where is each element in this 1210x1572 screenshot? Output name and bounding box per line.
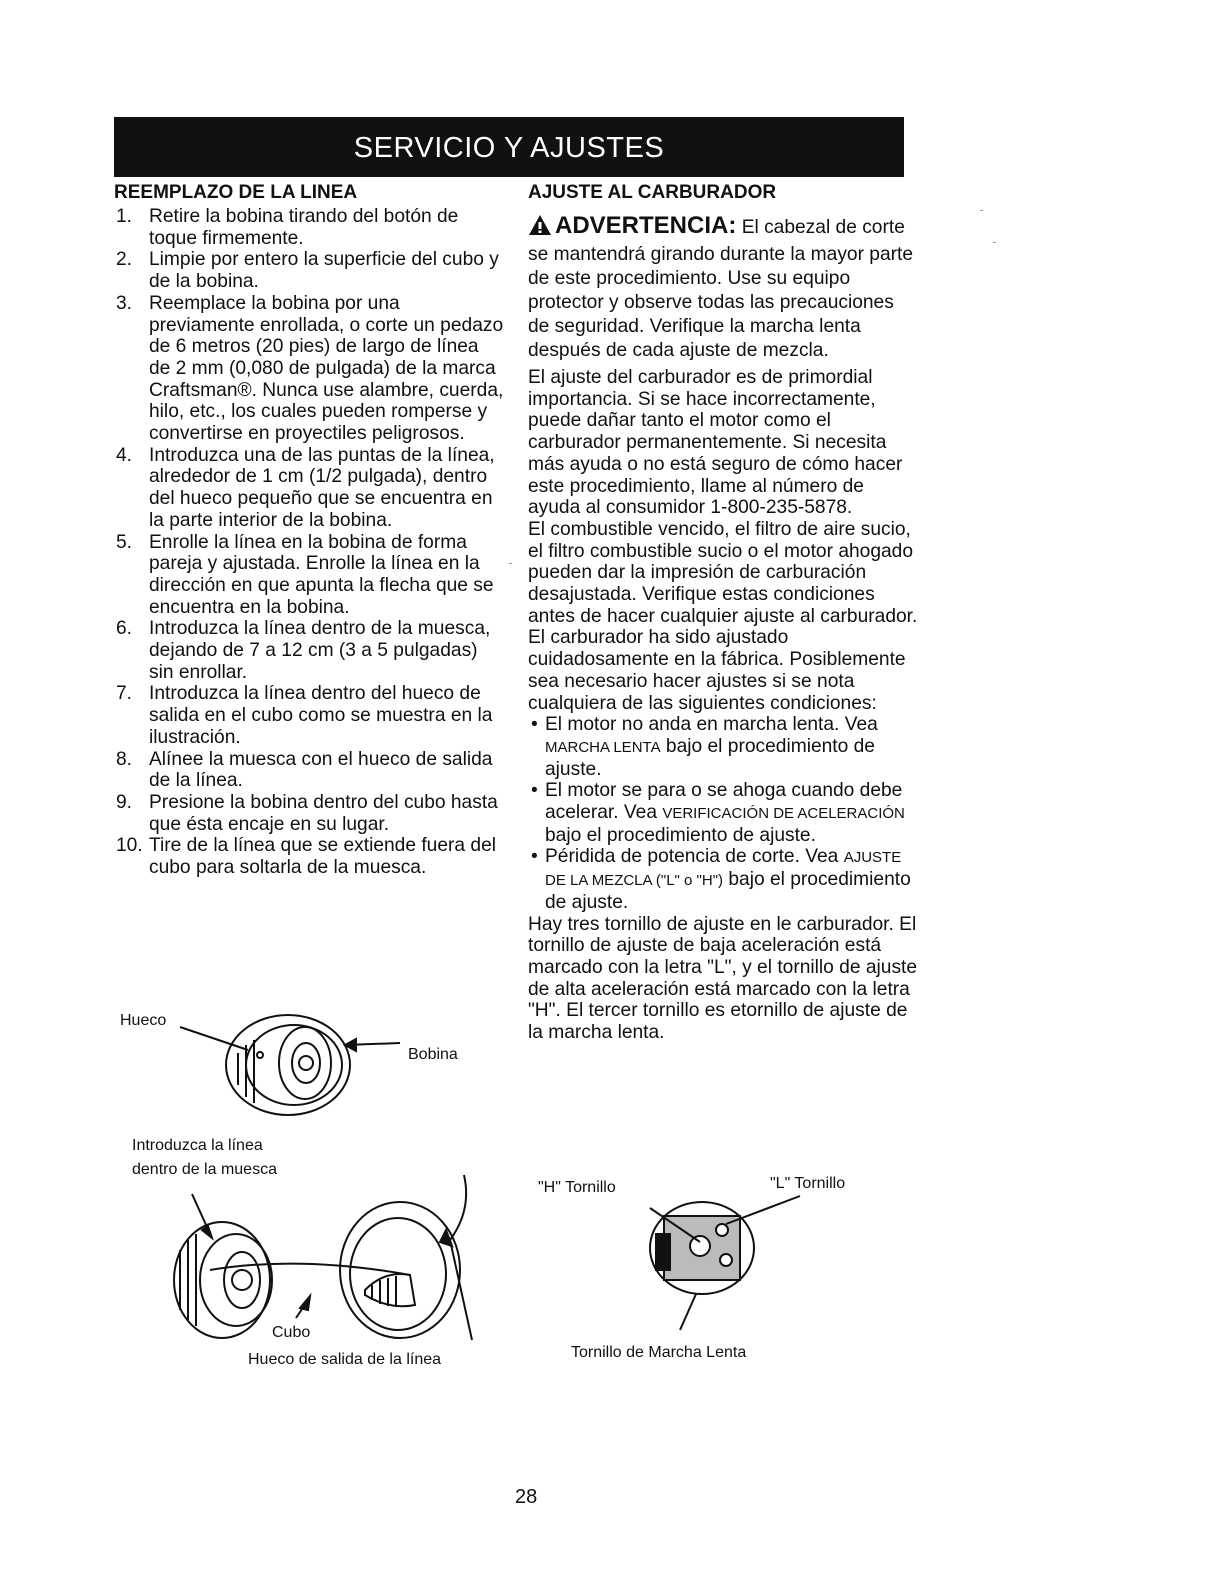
step-text: Enrolle la línea en la bobina de forma pareja y ajustada. Enrolle la línea en la dirección en que apunta la flecha que se encuentra en la bobina. xyxy=(149,531,494,618)
line-replacement-heading: REEMPLAZO DE LA LINEA xyxy=(114,182,358,203)
step-number: 2. xyxy=(116,249,133,271)
l-screw-label: "L" Tornillo xyxy=(770,1175,846,1192)
adjustment-screws-paragraph: Hay tres tornillo de ajuste en le carburador. El tornillo de ajuste de baja aceleración está marcado con la letra "L", y el tornillo de ajuste de alta aceleración está marcado con la letra "H". El tercer tornillo es etornillo de ajuste de la marcha lenta. xyxy=(528,913,918,1044)
warning-label: ADVERTENCIA: xyxy=(555,212,737,239)
step-item xyxy=(114,683,504,748)
hub-spool-illustration xyxy=(150,1170,490,1355)
left-column xyxy=(114,182,504,879)
step-number: 9. xyxy=(116,791,133,813)
cross-reference: MARCHA LENTA xyxy=(545,738,661,756)
step-text: Introduzca una de las puntas de la línea, alrededor de 1 cm (1/2 pulgada), dentro del hueco pequeño que se encuentra en la parte interior de la bobina. xyxy=(149,444,495,531)
h-screw-label: "H" Tornillo xyxy=(538,1179,616,1196)
condition-item: • El motor se para o se ahoga cuando debe acelerar. Vea VERIFICACIÓN DE ACELERACIÓN bajo el procedimiento de ajuste. xyxy=(531,780,905,846)
conditions-list xyxy=(528,714,920,913)
condition-item: • Péridida de potencia de corte. Vea AJUSTE DE LA MEZCLA ("L" o "H") bajo el procedimiento de ajuste. xyxy=(531,846,911,913)
step-item xyxy=(114,749,504,792)
idle-screw-label: Tornillo de Marcha Lenta xyxy=(571,1344,747,1361)
hueco-label: Hueco xyxy=(120,1012,167,1029)
step-number: 1. xyxy=(116,206,133,227)
carburetor-illustration xyxy=(630,1190,820,1340)
step-number: 8. xyxy=(116,748,133,770)
step-item xyxy=(114,618,504,683)
step-text: Introduzca la línea dentro del hueco de salida en el cubo como se muestra en la ilustración. xyxy=(149,683,493,748)
warning-triangle-icon xyxy=(528,214,552,243)
carburetor-importance-paragraph: El ajuste del carburador es de primordial importancia. Si se hace incorrectamente, puede dañar tanto el motor como el carburador permanentemente. Si necesita más ayuda o no está seguro de cómo hacer este procedimiento, llame al número de ayuda al consumidor 1-800-235-5878. xyxy=(528,367,903,519)
step-number: 5. xyxy=(116,531,133,553)
cross-reference: VERIFICACIÓN DE ACELERACIÓN xyxy=(662,805,905,823)
step-item xyxy=(114,445,504,532)
cubo-label: Cubo xyxy=(272,1324,311,1341)
step-number: 10. xyxy=(116,835,143,857)
step-item xyxy=(114,206,504,249)
step-text: Reemplace la bobina por una previamente enrollada, o corte un pedazo de 6 metros (20 pies) de largo de línea de 2 mm (0,080 de pulgada) de la marca Craftsman®. Nunca use alambre, cuerda, hilo, etc., los cuales pueden romperse y convertirse en proyectiles peligrosos. xyxy=(149,292,504,445)
step-number: 4. xyxy=(116,444,133,466)
bobina-label: Bobina xyxy=(408,1046,458,1063)
step-text: Tire de la línea que se extiende fuera del cubo para soltarla de la muesca. xyxy=(149,835,497,879)
warning-block xyxy=(528,214,920,363)
step-item xyxy=(114,792,504,835)
condition-item: • El motor no anda en marcha lenta. Vea MARCHA LENTA bajo el procedimiento de ajuste. xyxy=(531,714,878,780)
step-item xyxy=(114,835,504,878)
step-text: Alínee la muesca con el hueco de salida de la línea. xyxy=(149,748,493,792)
step-item xyxy=(114,532,504,619)
spool-illustration xyxy=(160,1005,410,1130)
step-text: Limpie por entero la superficie del cubo y de la bobina. xyxy=(149,249,499,293)
exit-hole-label: Hueco de salida de la línea xyxy=(248,1351,442,1368)
fig2-caption-line1: Introduzca la línea xyxy=(132,1137,263,1154)
step-text: Introduzca la línea dentro de la muesca, dejando de 7 a 12 cm (3 a 5 pulgadas) sin enrollar. xyxy=(149,618,491,683)
factory-adjusted-paragraph: El carburador ha sido ajustado cuidadosamente en la fábrica. Posiblemente sea necesario hacer ajustes si se nota cualquiera de las siguientes condiciones: xyxy=(528,627,906,714)
step-number: 3. xyxy=(116,292,133,314)
carburetor-heading: AJUSTE AL CARBURADOR xyxy=(528,182,777,203)
step-text: Retire la bobina tirando del botón de toque firmemente. xyxy=(149,206,459,249)
step-number: 7. xyxy=(116,683,133,705)
step-number: 6. xyxy=(116,618,133,640)
fig2-caption-line2: dentro de la muesca xyxy=(132,1161,277,1178)
conditions-check-paragraph: El combustible vencido, el filtro de aire sucio, el filtro combustible sucio o el motor ahogado pueden dar la impresión de carburación desajustada. Verifique estas condiciones antes de hacer cualquier ajuste al carburador. xyxy=(528,518,918,627)
replacement-steps xyxy=(114,206,504,879)
section-banner: SERVICIO Y AJUSTES xyxy=(114,117,904,177)
warning-text: El cabezal de corte se mantendrá girando durante la mayor parte de este procedimiento. Use su equipo protector y observe todas las precauciones de seguridad. Verifique la marcha lenta después de cada ajuste de mezcla. xyxy=(528,217,914,361)
page-number: 28 xyxy=(515,1486,538,1508)
step-item xyxy=(114,249,504,292)
step-item xyxy=(114,293,504,445)
right-column xyxy=(528,182,920,1044)
step-text: Presione la bobina dentro del cubo hasta que ésta encaje en su lugar. xyxy=(149,791,498,835)
cross-reference: AJUSTE DE LA MEZCLA ("L" o "H") xyxy=(545,849,902,890)
